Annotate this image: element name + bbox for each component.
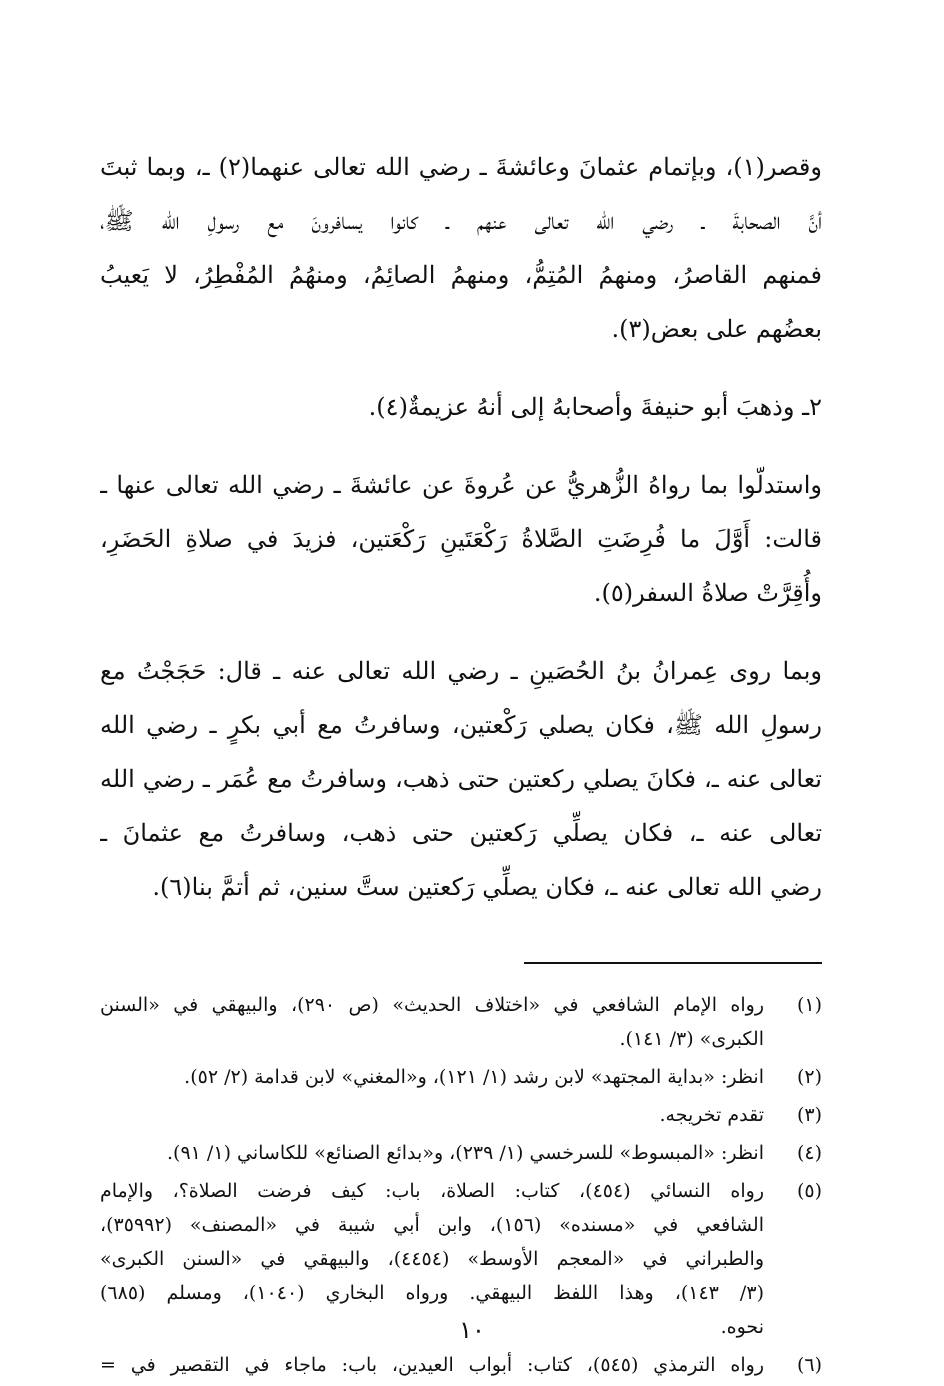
- footnote-6: [100, 1348, 822, 1382]
- footnote-line: رواه الإمام الشافعي في «اختلاف الحديث» (ص ٢٩٠)، والبيهقي في «السنن: [100, 994, 764, 1016]
- footnote-number: (١): [796, 994, 822, 1016]
- body-line: قالت: أَوَّلَ ما فُرِضَتِ الصَّلاةُ رَكْعَتَينِ رَكْعَتين، فزيدَ في صلاةِ الحَضَرِ،: [100, 525, 822, 553]
- paragraph-2: [100, 380, 822, 434]
- footnote-number: (٣): [796, 1104, 822, 1126]
- footnote-line: انظر: «بداية المجتهد» لابن رشد (١/ ١٢١)، و«المغني» لابن قدامة (٢/ ٥٢).: [184, 1066, 764, 1088]
- paragraph-gap: [100, 434, 822, 458]
- footnote-number: (٥): [796, 1180, 822, 1202]
- body-line: رسولِ الله ﷺ، فكان يصلي رَكْعتين، وسافرتُ مع أبي بكرٍ ـ رضي الله: [100, 711, 822, 739]
- page-body: [100, 140, 822, 1376]
- footnote-text: [100, 988, 764, 1056]
- footnote-text: [100, 1060, 764, 1094]
- footnote-line: الشافعي في «مسنده» (١٥٦)، وابن أبي شيبة في «المصنف» (٣٥٩٩٢)،: [100, 1214, 764, 1236]
- body-line: وبما روى عِمرانُ بنُ الحُصَينِ ـ رضي الله تعالى عنه ـ قال: حَجَجْتُ مع: [100, 657, 822, 685]
- footnote-text: [100, 1136, 764, 1170]
- body-line: ٢ـ وذهبَ أبو حنيفةَ وأصحابهُ إلى أنهُ عزيمةٌ(٤).: [368, 393, 822, 421]
- footnote-text: [100, 1098, 764, 1132]
- body-line: بعضُهم على بعض(٣).: [611, 315, 822, 343]
- body-line: وقصر(١)، وبإتمام عثمانَ وعائشةَ ـ رضي الله تعالى عنهما(٢) ـ، وبما ثبتَ: [100, 153, 822, 181]
- body-line: رضي الله تعالى عنه ـ، فكان يصلِّي رَكعتين ستَّ سنين، ثم أتمَّ بنا(٦).: [152, 873, 822, 901]
- body-line: تعالى عنه ـ، فكانَ يصلي ركعتين حتى ذهب، وسافرتُ مع عُمَر ـ رضي الله: [100, 765, 822, 793]
- body-line: وأُقِرَّتْ صلاةُ السفر(٥).: [593, 579, 822, 607]
- body-line: تعالى عنه ـ، فكان يصلِّي رَكعتين حتى ذهب، وسافرتُ مع عثمانَ ـ: [100, 819, 822, 847]
- footnote-separator: [524, 962, 822, 964]
- paragraph-3: [100, 458, 822, 620]
- footnote-1: [100, 988, 822, 1056]
- page-number: ١٠: [459, 1316, 485, 1344]
- body-line: أنَّ الصحابةَ ـ رضي الله تعالى عنهم ـ كانوا يسافرونَ مع رسولِ الله ﷺ،: [100, 207, 822, 235]
- paragraph-4: [100, 644, 822, 914]
- footnote-line: رواه النسائي (٤٥٤)، كتاب: الصلاة، باب: كيف فرضت الصلاة؟، والإمام: [100, 1180, 764, 1202]
- footnote-number: (٤): [796, 1142, 822, 1164]
- paragraph-1: [100, 140, 822, 356]
- footnote-line: الكبرى» (٣/ ١٤١).: [619, 1028, 764, 1050]
- footnote-line: رواه الترمذي (٥٤٥)، كتاب: أبواب العيدين، باب: ماجاء في التقصير في =: [100, 1354, 764, 1376]
- footnote-2: [100, 1060, 822, 1094]
- footnote-line: والطبراني في «المعجم الأوسط» (٤٤٥٤)، والبيهقي في «السنن الكبرى»: [100, 1248, 764, 1270]
- footnote-line: نحوه.: [720, 1316, 764, 1338]
- paragraph-gap: [100, 356, 822, 380]
- footnote-number: (٢): [796, 1066, 822, 1088]
- footnote-number: (٦): [796, 1354, 822, 1376]
- footnote-line: (٣/ ١٤٣)، وهذا اللفظ البيهقي. ورواه البخاري (١٠٤٠)، ومسلم (٦٨٥): [100, 1282, 764, 1304]
- footnote-3: [100, 1098, 822, 1132]
- footnote-line: تقدم تخريجه.: [659, 1104, 764, 1126]
- paragraph-gap: [100, 620, 822, 644]
- footnote-line: انظر: «المبسوط» للسرخسي (١/ ٢٣٩)، و«بدائع الصنائع» للكاساني (١/ ٩١).: [167, 1142, 764, 1164]
- footnote-4: [100, 1136, 822, 1170]
- body-line: فمنهم القاصرُ، ومنهمُ المُتِمُّ، ومنهمُ الصائِمُ، ومنهُمُ المُفْطِرُ، لا يَعيبُ: [100, 261, 822, 289]
- body-line: واستدلّوا بما رواهُ الزُّهريُّ عن عُروةَ عن عائشةَ ـ رضي الله تعالى عنها ـ: [100, 471, 822, 499]
- footnote-text: [100, 1348, 764, 1382]
